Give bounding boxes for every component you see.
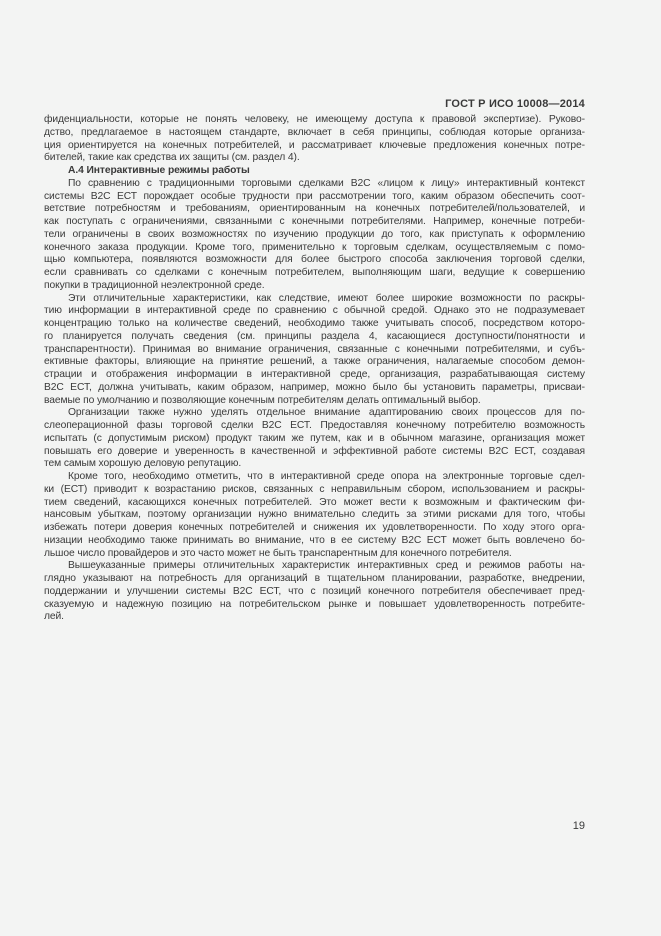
paragraph-line: ки (ЕСТ) приводит к возрастанию рисков, связанных с неправильным сбором, использованием и раскры- — [44, 483, 585, 495]
paragraph-line: Эти отличительные характеристики, как следствие, имеют более широкие возможности по раскры- — [68, 292, 585, 304]
paragraph-line: тию информации в интерактивной среде по сравнению с обычной средой. Однако это не подразумевает — [44, 305, 585, 317]
paragraph-line: фиденциальности, которые не понять человеку, не имеющему доступа к правовой экспертизе). Руково- — [44, 114, 585, 125]
page-number: 19 — [572, 820, 585, 832]
paragraph-line: страции и отображения информации в интерактивной среде, организация, разрабатывающая систему — [44, 369, 585, 380]
paragraph-line: ветствие потребностям и требованиям, ориентированным на конечных потребителей/пользователей, и — [44, 203, 585, 215]
paragraph-line: если сравнивать со сделками с конечным потребителем, выполняющим шаги, ведущие к совершению — [44, 267, 585, 278]
paragraph-line: как поступать с ограничениями, связанными с конечными потребителями. Например, конечные потреби- — [44, 216, 585, 227]
text-block — [44, 114, 585, 624]
paragraph-line: го планируется получать сведения (см. принципы раздела 4, касающиеся доступности/понятности и — [44, 330, 585, 342]
paragraph-line: покупки в традиционной неэлектронной среде. — [44, 279, 265, 291]
paragraph-line: Вышеуказанные примеры отличительных характеристик интерактивных сред и режимов работы на- — [68, 560, 585, 572]
paragraph-line: слеоперационной фазы торговой сделки B2C ЕСТ. Предоставляя конечному потребителю возможность — [44, 420, 585, 431]
paragraph-line: системы B2C ЕСТ порождает особые трудности при рассмотрении того, каким образом обеспечить соот- — [44, 190, 585, 202]
paragraph-line: глядно указывают на потребность для организаций в тщательном планировании, разработке, внедрении, — [44, 573, 585, 584]
paragraph-line: низации необходимо также принимать во внимание, что в ее систему B2C ЕСТ может быть вовлечено бо- — [44, 534, 585, 546]
section-heading: А.4 Интерактивные режимы работы — [68, 165, 250, 176]
paragraph-line: Кроме того, необходимо отметить, что в интерактивной среде опора на электронные торговые сдел- — [68, 471, 585, 482]
paragraph-line: щью компьютера, появляются возможности для более быстрого способа заключения торговой сделки, — [44, 254, 585, 266]
paragraph-line: Организации также нужно уделять отдельное внимание адаптированию своих процессов для по- — [68, 407, 585, 419]
document-header-title: ГОСТ Р ИСО 10008—2014 — [445, 98, 585, 110]
paragraph-line: повышать его доверие и уверенность в качественной и эффективной работе системы B2C ЕСТ, создавая — [44, 445, 585, 457]
paragraph-line: По сравнению с традиционными торговыми сделками B2C «лицом к лицу» интерактивный контекст — [68, 177, 585, 189]
paragraph-line: ективные факторы, влияющие на принятие решений, а также ограничения, налагаемые способом демон- — [44, 356, 585, 368]
paragraph-line: конечного заказа продукции. Кроме того, применительно к торговым сделкам, осуществляемым с помо- — [44, 241, 585, 253]
paragraph-line: тием сведений, касающихся конечных потребителей. Это может вести к возможным и фактическим фи- — [44, 496, 585, 508]
paragraph-line: избежать потери доверия конечных потребителей и снижения их удовлетворенности. По ходу этого орга- — [44, 522, 585, 533]
paragraph-line: лей. — [44, 611, 64, 623]
paragraph-line: сказуемую и надежную позицию на потребительском рынке и повышает удовлетворенность потребите- — [44, 598, 585, 610]
paragraph-line: B2C ЕСТ, должна учитывать, каким образом, например, можно было бы установить параметры, присваи- — [44, 381, 585, 393]
paragraph-line: бителей, такие как средства их защиты (см. раздел 4). — [44, 152, 300, 164]
paragraph-line: дство, предлагаемое в настоящем стандарте, включает в себя принципы, соблюдая которые организа- — [44, 126, 585, 138]
paragraph-line: тем самым хорошую деловую репутацию. — [44, 458, 242, 470]
paragraph-line: ция ориентируется на конечных потребителей, и рассматривает ключевые предложения конечных потре- — [44, 139, 585, 151]
paragraph-line: нансовым убыткам, поэтому организации нужно внимательно следить за этими рисками для того, чтобы — [44, 509, 585, 521]
paragraph-line: концентрацию только на количестве сведений, необходимо также учитывать способ, посредством которо- — [44, 318, 585, 329]
paragraph-line: льшое число провайдеров и это часто может не быть транспарентным для конечного потребителя. — [44, 547, 512, 559]
paragraph-line: тели ограничены в своих возможностях по изучению продукции до того, как приступать к оформлению — [44, 228, 585, 240]
paragraph-line: ваемые по умолчанию и позволяющие конечным потребителям делать оптимальный выбор. — [44, 394, 481, 406]
paragraph-line: испытать (с допустимым риском) продукт таким же путем, как и в обычном магазине, организация может — [44, 432, 585, 444]
paragraph-line: поддержании и улучшении системы B2C ЕСТ, что с позиций конечного потребителя обеспечивает пред- — [44, 585, 585, 597]
paragraph-line: транспарентности). Принимая во внимание ограничения, связанные с конечными потребителями, и субъ- — [44, 343, 585, 355]
